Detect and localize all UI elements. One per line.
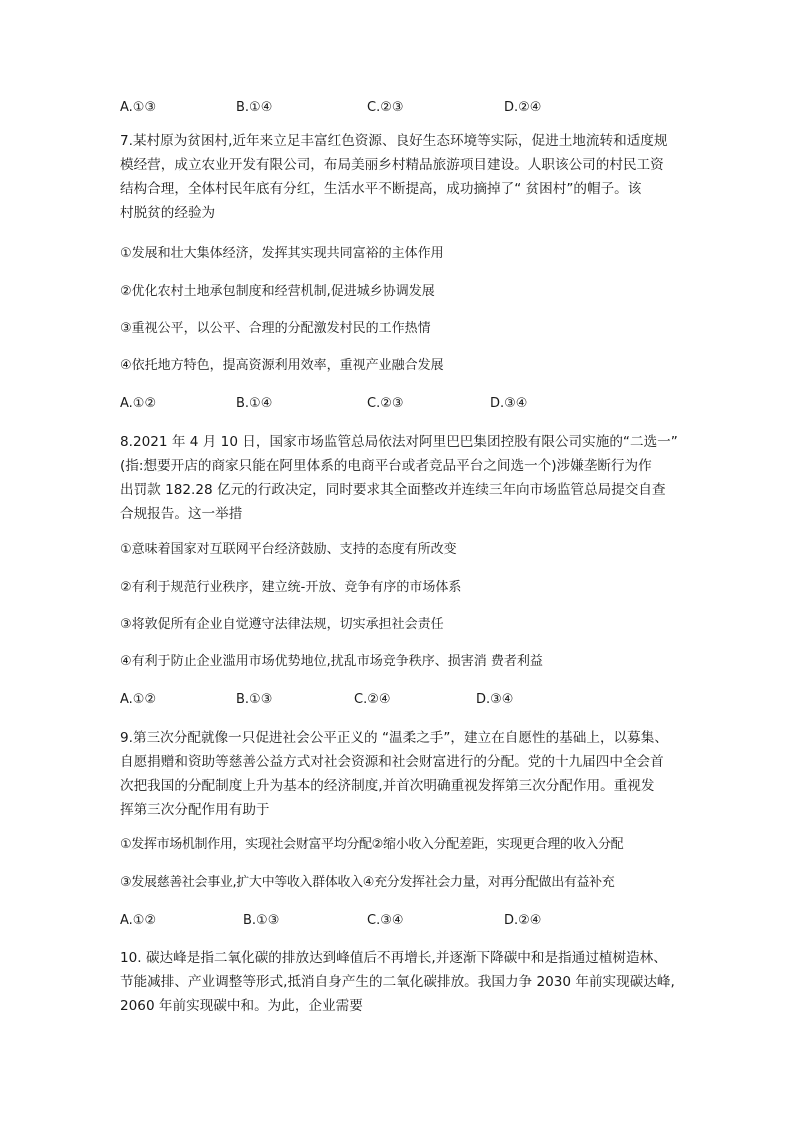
q10-stem-line: 10. 碳达峰是指二氧化碳的排放达到峰值后不再增长,并逐渐下降碳中和是指通过植树造林、: [120, 950, 667, 966]
q7-stem-line: 7.某村原为贫困村,近年来立足丰富红色资源、良好生态环境等实际，促进土地流转和适度规: [120, 133, 668, 149]
q8-item-1: ①意味着国家对互联网平台经济鼓励、支持的态度有所改变: [120, 542, 457, 557]
q9-option-a: A.①②: [120, 913, 157, 928]
q8-option-d: D.③④: [476, 692, 514, 707]
q8-option-a: A.①②: [120, 692, 157, 707]
q9-option-c: C.③④: [367, 913, 404, 928]
q8-stem-line: 合规报告。这一举措: [120, 506, 243, 522]
q9-option-d: D.②④: [504, 913, 542, 928]
q9-stem-line: 挥第三次分配作用有助于: [120, 802, 270, 818]
q7-stem: [120, 129, 678, 225]
q10-stem-line: 2060 年前实现碳中和。为此，企业需要: [120, 998, 363, 1014]
q7-item-3: ③重视公平，以公平、合理的分配激发村民的工作热情: [120, 321, 431, 336]
q7-option-a: A.①②: [120, 396, 157, 411]
q9-stem-line: 自愿捐赠和资助等慈善公益方式对社会资源和社会财富进行的分配。党的十九届四中全会首: [120, 754, 664, 770]
q8-option-b: B.①③: [236, 692, 273, 707]
q8-stem: [120, 430, 678, 526]
q7-item-2: ②优化农村土地承包制度和经营机制,促进城乡协调发展: [120, 284, 435, 299]
q6-option-b: B.①④: [236, 100, 273, 115]
q6-option-d: D.②④: [504, 100, 542, 115]
q8-item-3: ③将敦促所有企业自觉遵守法律法规，切实承担社会责任: [120, 617, 444, 632]
q9-option-b: B.①③: [243, 913, 280, 928]
q9-item-1-2: ①发挥市场机制作用，实现社会财富平均分配②缩小收入分配差距，实现更合理的收入分配: [120, 837, 624, 852]
q7-stem-line: 村脱贫的经验为: [120, 205, 216, 221]
q10-stem-line: 节能减排、产业调整等形式,抵消自身产生的二氧化碳排放。我国力争 2030 年前实现碳达峰,: [120, 974, 675, 990]
q8-item-4: ④有利于防止企业滥用市场优势地位,扰乱市场竞争秩序、损害消 费者利益: [120, 654, 543, 669]
q8-item-2: ②有利于规范行业秩序，建立统-开放、竞争有序的市场体系: [120, 580, 462, 595]
q9-item-3-4: ③发展慈善社会事业,扩大中等收入群体收入④充分发挥社会力量，对再分配做出有益补充: [120, 875, 615, 890]
q6-option-a: A.①③: [120, 100, 157, 115]
q7-option-c: C.②③: [367, 396, 404, 411]
q8-stem-line: 出罚款 182.28 亿元的行政决定，同时要求其全面整改并连续三年向市场监管总局提交自查: [120, 482, 666, 498]
q6-option-c: C.②③: [367, 100, 404, 115]
q7-item-1: ①发展和壮大集体经济，发挥其实现共同富裕的主体作用: [120, 246, 444, 261]
q7-stem-line: 模经营，成立农业开发有限公司，布局美丽乡村精品旅游项目建设。人职该公司的村民工资: [120, 157, 664, 173]
q8-option-c: C.②④: [354, 692, 391, 707]
q8-stem-line: (指:想要开店的商家只能在阿里体系的电商平台或者竞品平台之间选一个)涉嫌垄断行为作: [120, 458, 652, 474]
q7-option-b: B.①④: [236, 396, 273, 411]
q7-item-4: ④依托地方特色，提高资源利用效率，重视产业融合发展: [120, 358, 444, 373]
q9-stem: [120, 726, 678, 822]
q7-stem-line: 结构合理，全体村民年底有分红，生活水平不断提高，成功摘掉了“ 贫困村”的帽子。该: [120, 181, 642, 197]
q8-stem-line: 8.2021 年 4 月 10 日，国家市场监管总局依法对阿里巴巴集团控股有限公司实施的“二选一”: [120, 434, 678, 450]
q7-option-d: D.③④: [490, 396, 528, 411]
q10-stem: [120, 946, 678, 1018]
q9-stem-line: 次把我国的分配制度上升为基本的经济制度,并首次明确重视发挥第三次分配作用。重视发: [120, 778, 655, 794]
q9-stem-line: 9.第三次分配就像一只促进社会公平正义的 “温柔之手”，建立在自愿性的基础上，以募集、: [120, 730, 668, 746]
